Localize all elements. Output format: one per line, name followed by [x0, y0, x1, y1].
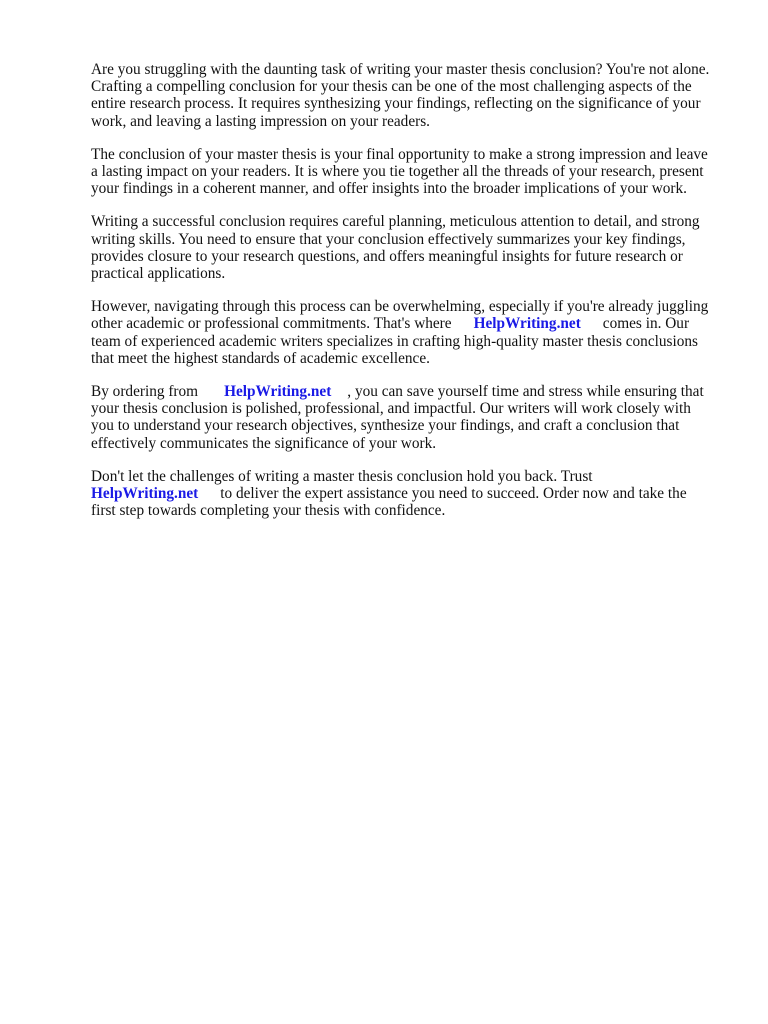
paragraph-call-to-action: [91, 468, 731, 520]
text-line: writing skills. You need to ensure that your conclusion effectively summarizes your key findings,: [91, 230, 686, 248]
text-line: [91, 383, 731, 400]
text-line: that meet the highest standards of academic excellence.: [91, 349, 430, 367]
text-line: Writing a successful conclusion requires careful planning, meticulous attention to detail, and strong: [91, 213, 700, 231]
text-line: a lasting impact on your readers. It is where you tie together all the threads of your research, present: [91, 163, 704, 181]
text-segment: comes in. Our: [602, 315, 690, 333]
document-page: [91, 61, 731, 535]
text-line: [91, 485, 731, 502]
text-segment: to deliver the expert assistance you need to succeed. Order now and take the: [220, 485, 687, 503]
paragraph-ordering: [91, 383, 731, 452]
text-line: practical applications.: [91, 265, 226, 283]
paragraph-service-intro: [91, 298, 731, 367]
text-segment: other academic or professional commitments. That's where: [91, 315, 452, 333]
text-line: provides closure to your research questions, and offers meaningful insights for future research or: [91, 247, 683, 265]
text-line: you to understand your research objectives, synthesize your findings, and craft a conclusion that: [91, 417, 680, 435]
text-line: team of experienced academic writers specializes in crafting high-quality master thesis conclusions: [91, 332, 698, 350]
paragraph-intro: [91, 61, 731, 130]
text-line: The conclusion of your master thesis is your final opportunity to make a strong impression and leave: [91, 145, 708, 163]
text-line: Are you struggling with the daunting task of writing your master thesis conclusion? You're not alone.: [91, 61, 710, 78]
text-line: entire research process. It requires synthesizing your findings, reflecting on the significance of your: [91, 95, 701, 113]
text-line: Crafting a compelling conclusion for your thesis can be one of the most challenging aspects of the: [91, 78, 692, 96]
paragraph-conclusion-importance: [91, 146, 731, 198]
text-line: first step towards completing your thesis with confidence.: [91, 502, 446, 520]
text-segment: By ordering from: [91, 383, 199, 401]
helpwriting-link[interactable]: HelpWriting.net: [473, 315, 581, 333]
paragraph-requirements: [91, 213, 731, 282]
text-segment: , you can save yourself time and stress while ensuring that: [347, 383, 704, 401]
helpwriting-link[interactable]: HelpWriting.net: [224, 383, 332, 401]
text-line: your thesis conclusion is polished, professional, and impactful. Our writers will work closely with: [91, 400, 691, 418]
text-line: your findings in a coherent manner, and offer insights into the broader implications of your work.: [91, 180, 687, 198]
text-line: [91, 315, 731, 332]
text-line: Don't let the challenges of writing a master thesis conclusion hold you back. Trust: [91, 467, 593, 485]
text-line: However, navigating through this process can be overwhelming, especially if you're already juggling: [91, 298, 709, 316]
text-line: work, and leaving a lasting impression on your readers.: [91, 112, 430, 130]
text-line: effectively communicates the significance of your work.: [91, 434, 437, 452]
helpwriting-link[interactable]: HelpWriting.net: [91, 485, 199, 503]
